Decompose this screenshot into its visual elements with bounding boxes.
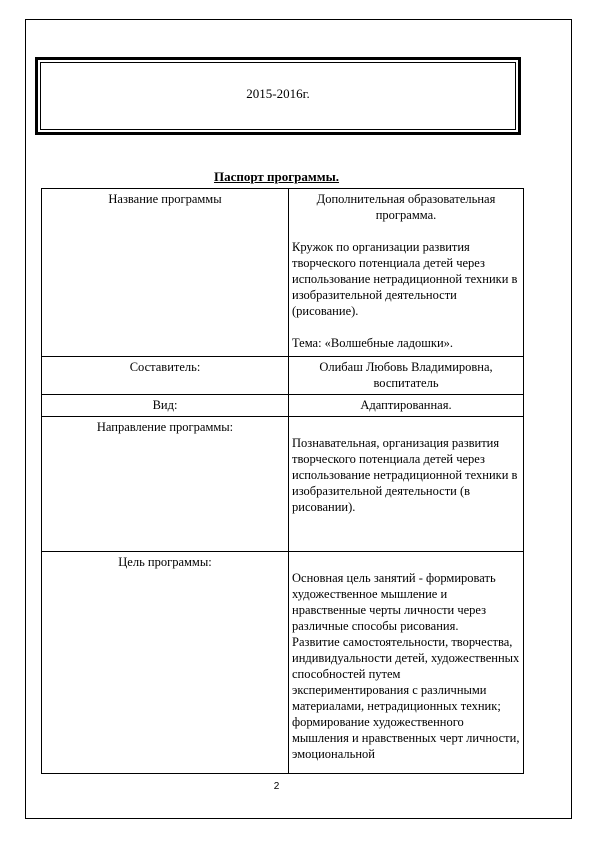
row-label-author: Составитель:	[42, 357, 289, 395]
table-row	[42, 189, 524, 357]
row-label-program-name: Название программы	[42, 189, 289, 357]
passport-table	[41, 188, 524, 774]
row-value-direction	[289, 417, 524, 552]
table-row	[42, 395, 524, 417]
page-number: 2	[273, 781, 280, 792]
row-value-goal	[289, 552, 524, 774]
value-paragraph: Познавательная, организация развития творческого потенциала детей через использование нетрадиционной техники в изобразительной деятельности (в рисовании).	[292, 436, 518, 514]
table-row	[42, 417, 524, 552]
row-value-program-name	[289, 189, 524, 357]
row-label-goal: Цель программы:	[42, 552, 289, 774]
document-title: Паспорт программы.	[213, 169, 340, 184]
row-value-author	[289, 357, 524, 395]
row-label-type: Вид:	[42, 395, 289, 417]
row-label-direction: Направление программы:	[42, 417, 289, 552]
value-paragraph: Основная цель занятий - формировать художественное мышление и нравственные черты личности через различные способы рисования.	[292, 571, 496, 633]
value-paragraph: Адаптированная.	[360, 398, 452, 412]
row-value-type	[289, 395, 524, 417]
table-row	[42, 552, 524, 774]
header-year: 2015-2016г.	[246, 86, 310, 101]
value-paragraph: Дополнительная образовательная программа.	[316, 192, 496, 222]
table-row	[42, 357, 524, 395]
value-paragraph: Кружок по организации развития творческого потенциала детей через использование нетрадиционной техники в изобразительной деятельности (рисование).	[292, 240, 518, 318]
value-paragraph: Тема: «Волшебные ладошки».	[292, 336, 454, 350]
value-paragraph: Развитие самостоятельности, творчества, индивидуальности детей, художественных способностей путем экспериментирования с различными материалами, нетрадиционных техник; формирование художественного мышления и нравственных черт личности, эмоциональной	[292, 635, 520, 761]
value-paragraph: Олибаш Любовь Владимировна, воспитатель	[319, 360, 493, 390]
